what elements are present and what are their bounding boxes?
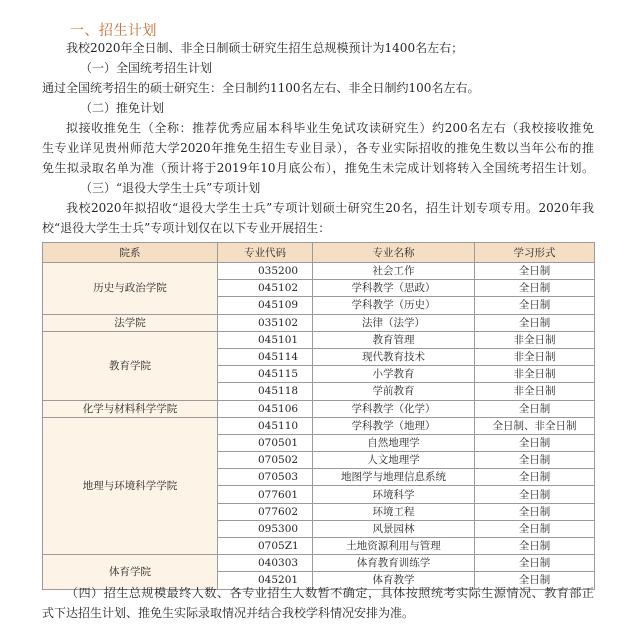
code-cell: 045114	[218, 348, 313, 365]
code-cell: 0705Z1	[218, 538, 313, 555]
code-cell: 035200	[218, 263, 313, 280]
major-cell: 人文地理学	[313, 452, 475, 469]
code-cell: 077601	[218, 486, 313, 503]
mode-cell: 全日制	[475, 520, 595, 537]
mode-cell: 全日制	[475, 555, 595, 572]
table-row	[43, 314, 595, 331]
mode-cell: 全日制	[475, 452, 595, 469]
table-row	[43, 417, 595, 434]
header-code: 专业代码	[218, 243, 313, 263]
college-cell: 化学与材料科学学院	[43, 400, 218, 417]
subsection-3-line: 校“退役大学生士兵”专项计划仅在以下专业开展招生：	[42, 221, 331, 235]
subsection-3-line: 我校2020年拟招收“退役大学生士兵”专项计划硕士研究生20名，招生计划专项专用。2020年我	[66, 201, 594, 215]
program-table-container	[42, 242, 594, 590]
code-cell: 077602	[218, 503, 313, 520]
major-cell: 学科教学（历史）	[313, 297, 475, 314]
college-cell: 历史与政治学院	[43, 263, 218, 315]
code-cell: 040303	[218, 555, 313, 572]
mode-cell: 全日制	[475, 280, 595, 297]
code-cell: 045106	[218, 400, 313, 417]
major-cell: 自然地理学	[313, 434, 475, 451]
mode-cell: 全日制	[475, 538, 595, 555]
subsection-1-title: （一）全国统考招生计划	[80, 61, 213, 75]
note-line: （四）招生总规模最终人数、各专业招生人数暂不确定，具体按照统考实际生源情况、教育部正	[66, 586, 594, 600]
subsection-2-title: （二）推免计划	[80, 101, 165, 115]
subsection-2-line: 免生拟录取名单为准（预计将于2019年10月底公布），推免生未完成计划将转入全国统考招生计划。	[42, 161, 594, 175]
code-cell: 045115	[218, 366, 313, 383]
program-table	[42, 242, 595, 590]
major-cell: 学科教学（地理）	[313, 417, 475, 434]
mode-cell: 全日制	[475, 572, 595, 589]
mode-cell: 非全日制	[475, 383, 595, 400]
mode-cell: 全日制	[475, 400, 595, 417]
code-cell: 035102	[218, 314, 313, 331]
major-cell: 小学教育	[313, 366, 475, 383]
code-cell: 095300	[218, 520, 313, 537]
code-cell: 045118	[218, 383, 313, 400]
major-cell: 体育教育训练学	[313, 555, 475, 572]
code-cell: 045201	[218, 572, 313, 589]
major-cell: 学科教学（化学）	[313, 400, 475, 417]
mode-cell: 非全日制	[475, 348, 595, 365]
mode-cell: 全日制	[475, 314, 595, 331]
mode-cell: 全日制	[475, 297, 595, 314]
mode-cell: 非全日制	[475, 331, 595, 348]
table-row	[43, 331, 595, 348]
header-college: 院系	[43, 243, 218, 263]
major-cell: 学科教学（思政）	[313, 280, 475, 297]
college-cell: 教育学院	[43, 331, 218, 400]
table-row	[43, 400, 595, 417]
mode-cell: 全日制	[475, 434, 595, 451]
major-cell: 社会工作	[313, 263, 475, 280]
subsection-1-text: 通过全国统考招生的硕士研究生：全日制约1100名左右、非全日制约100名左右。	[42, 81, 480, 95]
major-cell: 环境科学	[313, 486, 475, 503]
table-row	[43, 555, 595, 572]
mode-cell: 非全日制	[475, 366, 595, 383]
mode-cell: 全日制、非全日制	[475, 417, 595, 434]
intro-text: 我校2020年全日制、非全日制硕士研究生招生总规模预计为1400名左右；	[66, 41, 464, 55]
subsection-2-line: 拟接收推免生（全称：推荐优秀应届本科毕业生免试攻读研究生）约200名左右（我校接收推免	[66, 121, 594, 135]
major-cell: 法律（法学）	[313, 314, 475, 331]
mode-cell: 全日制	[475, 503, 595, 520]
code-cell: 045101	[218, 331, 313, 348]
code-cell: 070502	[218, 452, 313, 469]
major-cell: 学前教育	[313, 383, 475, 400]
note-block	[42, 583, 594, 623]
code-cell: 045109	[218, 297, 313, 314]
subsection-2-line: 生专业详见贵州师范大学2020年推免生招生专业目录），各专业实际招收的推免生数以当年公布的推	[42, 141, 594, 155]
major-cell: 体育教学	[313, 572, 475, 589]
code-cell: 045110	[218, 417, 313, 434]
header-mode: 学习形式	[475, 243, 595, 263]
mode-cell: 全日制	[475, 469, 595, 486]
table-row	[43, 263, 595, 280]
major-cell: 风景园林	[313, 520, 475, 537]
college-cell: 法学院	[43, 314, 218, 331]
major-cell: 地图学与地理信息系统	[313, 469, 475, 486]
code-cell: 045102	[218, 280, 313, 297]
major-cell: 现代教育技术	[313, 348, 475, 365]
note-line: 式下达招生计划、推免生实际录取情况并结合我校学科情况安排为准。	[42, 606, 415, 620]
major-cell: 教育管理	[313, 331, 475, 348]
college-cell: 体育学院	[43, 555, 218, 589]
code-cell: 070501	[218, 434, 313, 451]
table-header-row	[43, 243, 595, 263]
major-cell: 土地资源利用与管理	[313, 538, 475, 555]
mode-cell: 全日制	[475, 263, 595, 280]
major-cell: 环境工程	[313, 503, 475, 520]
college-cell: 地理与环境科学学院	[43, 417, 218, 555]
header-major: 专业名称	[313, 243, 475, 263]
subsection-3-title: （三）“退役大学生士兵”专项计划	[80, 181, 261, 195]
table-body	[43, 263, 595, 590]
section-heading: 一、招生计划	[70, 23, 157, 39]
code-cell: 070503	[218, 469, 313, 486]
mode-cell: 全日制	[475, 486, 595, 503]
